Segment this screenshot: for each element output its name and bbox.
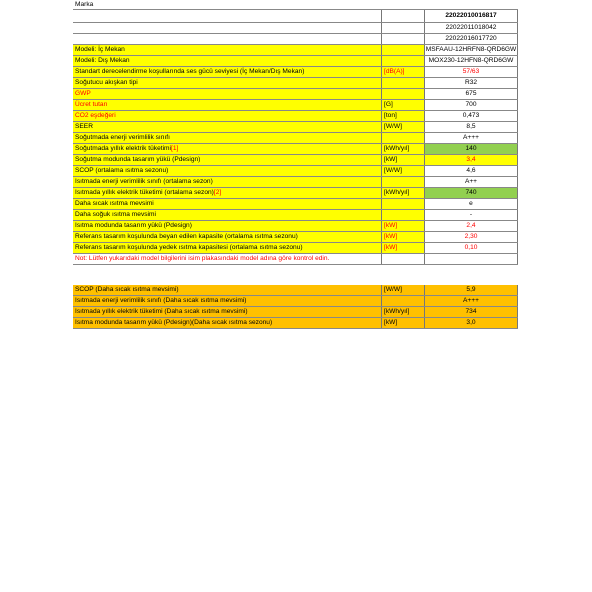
table-cell-value [425, 318, 518, 328]
table-cell-label [73, 45, 382, 55]
table-cell-label [73, 111, 382, 121]
table-cell-unit [382, 307, 425, 317]
cell-text: Modeli: İç Mekan [75, 46, 125, 53]
table-cell-label [73, 10, 382, 22]
table-cell-unit [382, 45, 425, 55]
table-cell-label [73, 232, 382, 242]
cell-text: 3,4 [466, 156, 476, 163]
cell-text: 3,0 [466, 319, 476, 326]
table-row [73, 23, 518, 34]
table-cell-unit [382, 285, 425, 295]
table-cell-unit [382, 243, 425, 253]
table-row [73, 155, 518, 166]
cell-text: CO2 eşdeğeri [75, 112, 116, 119]
cell-text: A+++ [463, 134, 479, 141]
table-cell-label [73, 0, 382, 9]
table-row [73, 122, 518, 133]
cell-text: [kWh/yıl] [384, 145, 410, 152]
table-row [73, 0, 518, 10]
table-cell-value [425, 296, 518, 306]
table-row [73, 243, 518, 254]
table-cell-unit [382, 221, 425, 231]
cell-text: [ton] [384, 112, 397, 119]
table-row [73, 221, 518, 232]
table-cell-label [73, 78, 382, 88]
table-cell-unit [382, 111, 425, 121]
cell-text: 5,9 [466, 286, 476, 293]
table-cell-unit [382, 78, 425, 88]
table-row [73, 318, 518, 329]
cell-text: [W/W] [384, 286, 402, 293]
table-cell-unit [382, 100, 425, 110]
cell-text: [W/W] [384, 123, 402, 130]
table-cell-label [73, 89, 382, 99]
table-cell-label [73, 221, 382, 231]
cell-text: Isıtmada yıllık elektrik tüketimi (ortalama sezon) [75, 189, 214, 196]
table-cell-label [73, 318, 382, 328]
table-cell-label [73, 144, 382, 154]
table-cell-value [425, 285, 518, 295]
table-cell-value [425, 100, 518, 110]
table-cell-unit [382, 155, 425, 165]
table-cell-unit [382, 177, 425, 187]
cell-text: SCOP (Daha sıcak ısıtma mevsimi) [75, 286, 179, 293]
cell-text: 0,473 [462, 112, 480, 119]
cell-text: 675 [465, 90, 477, 97]
cell-text: Isıtmada enerji verimlilik sınıfı (ortalama sezon) [75, 178, 213, 185]
cell-text: Modeli: Dış Mekan [75, 57, 130, 64]
table-cell-label [73, 122, 382, 132]
cell-text: 2,30 [464, 233, 478, 240]
table-row [73, 285, 518, 296]
table-cell-value [425, 23, 518, 33]
table-cell-label [73, 243, 382, 253]
table-cell-label [73, 210, 382, 220]
cell-text: - [469, 211, 473, 218]
table-row [73, 177, 518, 188]
spreadsheet [73, 0, 518, 329]
cell-text: 700 [465, 101, 477, 108]
table-cell-unit [382, 23, 425, 33]
table-cell-unit [382, 265, 425, 285]
table-cell-unit [382, 0, 425, 9]
footnote-ref: [2] [213, 189, 222, 196]
table-cell-label [73, 155, 382, 165]
table-cell-value [425, 155, 518, 165]
table-cell-label [73, 254, 382, 264]
table-row [73, 100, 518, 111]
cell-text: [dB(A)] [384, 68, 405, 75]
cell-text: [kWh/yıl] [384, 189, 410, 196]
table-cell-unit [382, 144, 425, 154]
cell-text: 2,4 [466, 222, 476, 229]
cell-text: Standart derecelendirme koşullarında ses gücü seviyesi (İç Mekan/Dış Mekan) [75, 68, 305, 75]
table-row [73, 307, 518, 318]
cell-text: e [469, 200, 473, 207]
table-row [73, 188, 518, 199]
table-row [73, 199, 518, 210]
cell-text: A++ [464, 178, 478, 185]
table-row [73, 133, 518, 144]
cell-text: 22022010016817 [445, 12, 497, 19]
table-cell-value [425, 307, 518, 317]
table-cell-unit [382, 232, 425, 242]
table-cell-unit [382, 199, 425, 209]
cell-text: GWP [75, 90, 91, 97]
table-cell-value [425, 243, 518, 253]
table-cell-unit [382, 318, 425, 328]
table-cell-label [73, 265, 382, 285]
table-row [73, 254, 518, 265]
cell-text: 57/63 [462, 68, 480, 75]
table-cell-label [73, 296, 382, 306]
cell-text: 8,5 [466, 123, 476, 130]
cell-text: SEER [75, 123, 93, 130]
cell-text: 140 [465, 145, 477, 152]
table-cell-unit [382, 10, 425, 22]
table-cell-label [73, 199, 382, 209]
table-cell-value [425, 210, 518, 220]
cell-text: 734 [465, 308, 477, 315]
cell-text: [kW] [384, 156, 398, 163]
cell-text: MOX230-12HFN8-QRD6GW [428, 57, 514, 64]
cell-text: Isıtmada yıllık elektrik tüketimi (Daha sıcak ısıtma mevsimi) [75, 308, 248, 315]
table-cell-value [425, 133, 518, 143]
cell-text: [kW] [384, 233, 398, 240]
cell-text: Soğutmada enerji verimlilik sınıfı [75, 134, 170, 141]
table-row [73, 296, 518, 307]
table-cell-value [425, 199, 518, 209]
table-cell-label [73, 56, 382, 66]
cell-text: Isıtma modunda tasarım yükü (Pdesign)(Daha sıcak ısıtma sezonu) [75, 319, 273, 326]
table-cell-label [73, 285, 382, 295]
cell-text: 22022011018042 [445, 24, 497, 31]
table-cell-value [425, 221, 518, 231]
table-cell-value [425, 188, 518, 198]
table-cell-value [425, 10, 518, 22]
cell-text: Referans tasarım koşulunda yedek ısıtma kapasitesi (ortalama ısıtma sezonu) [75, 244, 303, 251]
table-row [73, 34, 518, 45]
table-cell-unit [382, 122, 425, 132]
cell-text: R32 [464, 79, 478, 86]
table-row [73, 89, 518, 100]
table-row [73, 10, 518, 23]
table-cell-label [73, 177, 382, 187]
table-cell-unit [382, 67, 425, 77]
table-cell-unit [382, 254, 425, 264]
table-cell-unit [382, 89, 425, 99]
table-cell-label [73, 67, 382, 77]
cell-text: Marka [75, 1, 94, 8]
table-cell-value [425, 232, 518, 242]
table-cell-value [425, 111, 518, 121]
cell-text: 4,6 [466, 167, 476, 174]
cell-text: [kW] [384, 222, 398, 229]
table-cell-value [425, 56, 518, 66]
table-row [73, 56, 518, 67]
table-row [73, 78, 518, 89]
table-cell-value [425, 89, 518, 99]
cell-text: [G] [384, 101, 393, 108]
cell-text: Ücret tutarı [75, 101, 108, 108]
table-cell-value [425, 34, 518, 44]
cell-text: Daha soğuk ısıtma mevsimi [75, 211, 156, 218]
table-cell-value [425, 67, 518, 77]
table-row [73, 111, 518, 122]
table-cell-value [425, 45, 518, 55]
table-cell-unit [382, 166, 425, 176]
cell-text: Soğutmada yıllık elektrik tüketimi [75, 145, 172, 152]
table-cell-label [73, 23, 382, 33]
cell-text: Daha sıcak ısıtma mevsimi [75, 200, 154, 207]
table-cell-value [425, 166, 518, 176]
table-row [73, 210, 518, 221]
cell-text: 22022016017720 [445, 35, 497, 42]
table-cell-value [425, 254, 518, 264]
table-cell-label [73, 100, 382, 110]
cell-text: SCOP (ortalama ısıtma sezonu) [75, 167, 169, 174]
table-row [73, 232, 518, 243]
table-cell-value [425, 177, 518, 187]
cell-text: Soğutucu akışkan tipi [75, 79, 138, 86]
cell-text: Soğutma modunda tasarım yükü (Pdesign) [75, 156, 201, 163]
table-cell-unit [382, 188, 425, 198]
table-cell-value [425, 144, 518, 154]
footnote-ref: [1] [171, 145, 179, 152]
table-cell-unit [382, 133, 425, 143]
table-cell-label [73, 34, 382, 44]
cell-text: 0,10 [464, 244, 478, 251]
table-cell-unit [382, 56, 425, 66]
table-cell-value [425, 122, 518, 132]
table-cell-label [73, 307, 382, 317]
table-cell-unit [382, 210, 425, 220]
table-row [73, 67, 518, 78]
table-row [73, 144, 518, 155]
table-cell-label [73, 133, 382, 143]
cell-text: [kWh/yıl] [384, 308, 410, 315]
cell-text: A+++ [463, 297, 479, 304]
cell-text: Isıtma modunda tasarım yükü (Pdesign) [75, 222, 192, 229]
table-cell-value [425, 78, 518, 88]
cell-text: 740 [465, 189, 477, 196]
table-row [73, 45, 518, 56]
table-cell-value [425, 265, 518, 285]
table-cell-label [73, 188, 382, 198]
table-cell-value [425, 0, 518, 9]
cell-text: [kW] [384, 244, 398, 251]
cell-text: Referans tasarım koşulunda beyan edilen kapasite (ortalama ısıtma sezonu) [75, 233, 298, 240]
cell-text: MSFAAU-12HRFN8-QRD6GW [425, 46, 517, 53]
table-cell-label [73, 166, 382, 176]
cell-text: Not: Lütfen yukarıdaki model bilgilerini isim plakasındaki model adına göre kontrol edin. [75, 255, 330, 262]
table-cell-unit [382, 296, 425, 306]
cell-text: [kW] [384, 319, 398, 326]
cell-text: Isıtmada enerji verimlilik sınıfı (Daha sıcak ısıtma mevsimi) [75, 297, 247, 304]
table-row [73, 166, 518, 177]
cell-text: [W/W] [384, 167, 402, 174]
table-row [73, 265, 518, 285]
table-cell-unit [382, 34, 425, 44]
